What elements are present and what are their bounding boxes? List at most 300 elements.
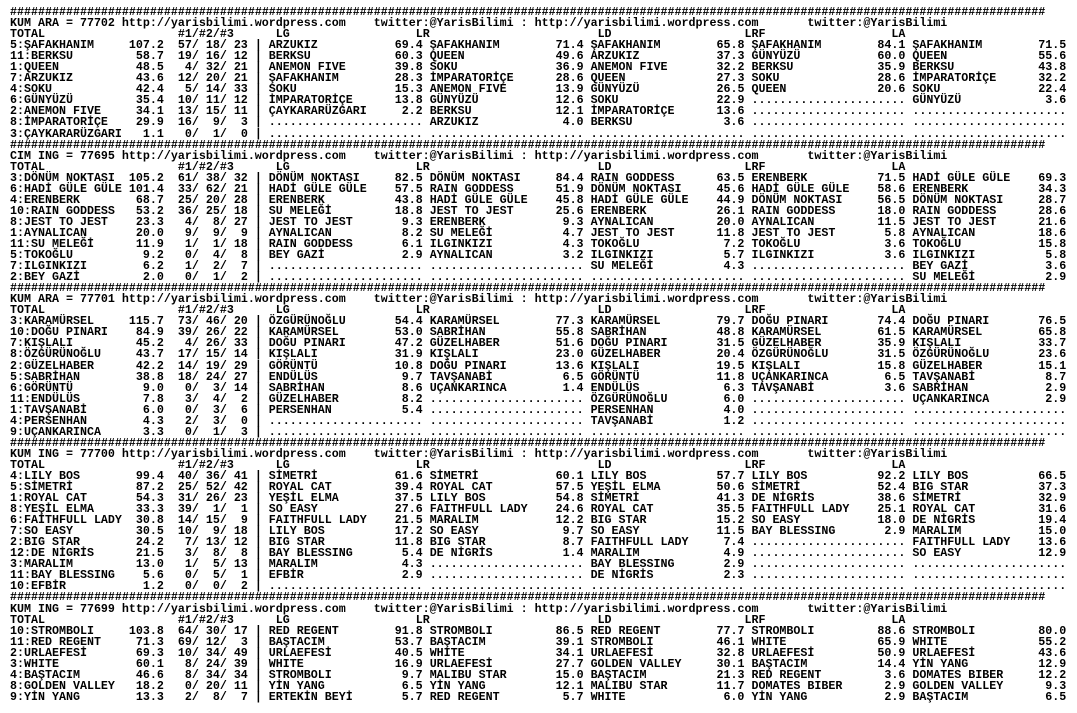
third-place-count: 23 — [233, 38, 248, 53]
site-url: http://yarisbilimi.wordpress.com — [534, 148, 759, 163]
empty-entry-dots: ...................... — [268, 579, 423, 594]
group-score: 33.7 — [1038, 336, 1067, 351]
group-score: 6.3 — [723, 380, 745, 395]
total-score: 38.8 — [135, 369, 164, 384]
second-place-count: 3 — [212, 380, 220, 395]
first-place-count: 3 — [184, 546, 192, 561]
group-horse-name: MARALIM — [590, 546, 640, 561]
group-score: 86.5 — [555, 623, 584, 638]
count-separator: / — [219, 546, 227, 561]
horse-name: 8:JEST TO JEST — [10, 214, 108, 229]
empty-entry-dots: ...................... — [751, 402, 906, 417]
group-horse-name: KIŞLALI — [590, 358, 640, 373]
group-score: 4.3 — [562, 236, 584, 251]
horse-name: 8:GOLDEN VALLEY — [10, 678, 115, 693]
count-separator: / — [219, 524, 227, 539]
group-score: 55.2 — [1038, 634, 1067, 649]
group-score: 8.2 — [401, 391, 423, 406]
third-place-count: 33 — [233, 82, 248, 97]
column-divider: | — [254, 568, 262, 583]
third-place-count: 8 — [240, 546, 248, 561]
column-divider: | — [254, 391, 262, 406]
horse-name: 12:DE NİGRİS — [10, 546, 94, 561]
total-score: 54.3 — [135, 491, 164, 506]
count-separator: / — [191, 546, 199, 561]
count-separator: / — [191, 634, 199, 649]
group-horse-name: ROYAL CAT — [590, 502, 654, 517]
third-place-count: 42 — [233, 480, 248, 495]
group-score: 13.6 — [555, 358, 584, 373]
third-place-count: 3 — [240, 634, 248, 649]
first-place-count: 1 — [184, 236, 192, 251]
group-horse-name: RAIN GODDESS — [268, 236, 353, 251]
group-score: 37.3 — [1038, 480, 1067, 495]
group-horse-name: GÜNYÜZÜ — [751, 49, 801, 64]
total-score: 45.2 — [135, 336, 164, 351]
group-score: 41.3 — [716, 491, 745, 506]
group-score: 46.1 — [716, 634, 745, 649]
group-score: 61.6 — [394, 468, 423, 483]
column-divider: | — [254, 347, 262, 362]
group-column-header: LR — [415, 159, 430, 174]
group-horse-name: WHITE — [590, 689, 626, 704]
second-place-count: 16 — [205, 49, 220, 64]
column-divider: | — [254, 546, 262, 561]
column-divider: | — [254, 413, 262, 428]
group-score: 5.4 — [401, 546, 423, 561]
group-horse-name: RED REGENT — [268, 623, 339, 638]
group-score: 18.6 — [1038, 225, 1067, 240]
first-place-count: 61 — [177, 170, 192, 185]
empty-entry-dots: ...................... — [751, 104, 906, 119]
group-horse-name: GÜNYÜZÜ — [590, 82, 640, 97]
column-divider: | — [254, 634, 262, 649]
total-score: 30.8 — [135, 513, 164, 528]
group-horse-name: AYNALICAN — [912, 225, 976, 240]
placings-column-header: #1/#2/#3 — [177, 159, 234, 174]
group-horse-name: SİMETRİ — [590, 491, 640, 506]
horse-name: 10:RAIN GODDESS — [10, 203, 115, 218]
total-score: 43.7 — [135, 347, 164, 362]
group-score: 6.5 — [1045, 689, 1067, 704]
count-separator: / — [219, 623, 227, 638]
first-place-count: 0 — [184, 270, 192, 285]
separator-hashes: #################################################################################################################################################### — [10, 435, 1046, 450]
count-separator: / — [191, 623, 199, 638]
group-score: 32.2 — [1038, 71, 1067, 86]
group-score: 15.8 — [877, 358, 906, 373]
group-horse-name: RED REGENT — [590, 623, 661, 638]
group-score: 25.6 — [555, 203, 584, 218]
group-score: 23.0 — [555, 347, 584, 362]
group-horse-name: SOKU — [751, 71, 780, 86]
count-separator: / — [219, 480, 227, 495]
block-header — [10, 294, 1077, 305]
second-place-count: 15 — [205, 104, 220, 119]
empty-entry-dots: ...................... — [429, 568, 584, 583]
first-place-count: 4 — [184, 214, 192, 229]
group-horse-name: WHITE — [429, 645, 465, 660]
group-score: 13.6 — [716, 104, 745, 119]
group-horse-name: AYNALICAN — [268, 225, 332, 240]
column-divider: | — [254, 689, 262, 704]
horse-name: 1:AYNALICAN — [10, 225, 87, 240]
group-score: 28.6 — [877, 71, 906, 86]
group-score: 3.6 — [884, 248, 906, 263]
group-horse-name: ERENBERK — [590, 203, 647, 218]
horse-name: 7:KIŞLALI — [10, 336, 73, 351]
count-separator: / — [191, 424, 199, 439]
group-score: 45.8 — [555, 192, 584, 207]
horse-name: 6:GÜNYÜZÜ — [10, 93, 73, 108]
group-column-header: LRF — [744, 303, 766, 318]
group-horse-name: KIŞLALI — [751, 358, 801, 373]
first-place-count: 25 — [177, 192, 192, 207]
count-separator: / — [219, 502, 227, 517]
group-column-header: LR — [415, 27, 430, 42]
empty-entry-dots: ...................... — [429, 259, 584, 274]
first-place-count: 5 — [184, 82, 192, 97]
twitter-handle: twitter:@YarisBilimi — [373, 292, 514, 307]
group-horse-name: SİMETRİ — [751, 480, 801, 495]
group-score: 39.8 — [394, 60, 423, 75]
group-horse-name: DÖNÜM NOKTASI — [751, 192, 843, 207]
column-divider: | — [254, 513, 262, 528]
third-place-count: 12 — [233, 93, 248, 108]
group-horse-name: ILGINKIZI — [912, 248, 976, 263]
total-score: 34.1 — [135, 104, 164, 119]
group-score: 18.0 — [877, 203, 906, 218]
second-place-count: 25 — [205, 203, 220, 218]
first-place-count: 64 — [177, 623, 192, 638]
group-horse-name: SİMETRİ — [268, 468, 318, 483]
group-horse-name: ÖZGÜRÜNOĞLU — [912, 347, 990, 362]
twitter-handle: twitter:@YarisBilimi — [807, 446, 948, 461]
group-score: 3.6 — [884, 667, 906, 682]
first-place-count: 16 — [177, 115, 192, 130]
group-horse-name: ŞAFAKHANIM — [268, 71, 339, 86]
group-score: 27.7 — [555, 656, 584, 671]
total-column-header: TOTAL — [10, 303, 45, 318]
group-horse-name: DÖNÜM NOKTASI — [268, 170, 360, 185]
group-score: 12.9 — [1038, 656, 1067, 671]
second-place-count: 13 — [205, 535, 220, 550]
group-score: 2.9 — [723, 557, 745, 572]
group-score: 61.5 — [877, 325, 906, 340]
empty-entry-dots: ...................... — [268, 413, 423, 428]
second-place-count: 62 — [205, 181, 220, 196]
count-separator: / — [191, 181, 199, 196]
third-place-count: 39 — [233, 656, 248, 671]
group-column-header: LG — [275, 303, 290, 318]
total-column-header: TOTAL — [10, 612, 45, 627]
count-separator: / — [219, 347, 227, 362]
group-score: 24.6 — [555, 502, 584, 517]
group-horse-name: QUEEN — [751, 82, 787, 97]
group-horse-name: HADİ GÜLE GÜLE — [751, 181, 850, 196]
group-score: 3.6 — [723, 115, 745, 130]
group-score: 15.3 — [394, 82, 423, 97]
first-place-count: 40 — [177, 468, 192, 483]
group-horse-name: SABRİHAN — [912, 380, 969, 395]
column-divider: | — [254, 236, 262, 251]
group-score: 13.8 — [394, 93, 423, 108]
group-horse-name: QUEEN — [912, 49, 948, 64]
group-score: 3.2 — [562, 248, 584, 263]
count-separator: / — [219, 82, 227, 97]
group-horse-name: BEY GAZİ — [268, 248, 325, 263]
count-separator: / — [219, 369, 227, 384]
third-place-count: 1 — [240, 502, 248, 517]
count-separator: / — [191, 214, 199, 229]
group-horse-name: LILY BOS — [751, 468, 808, 483]
group-score: 11.5 — [877, 214, 906, 229]
group-score: 1.4 — [562, 546, 584, 561]
group-horse-name: FAITHFULL LADY — [590, 535, 689, 550]
group-score: 11.8 — [716, 369, 745, 384]
site-url: http://yarisbilimi.wordpress.com — [534, 601, 759, 616]
third-place-count: 11 — [233, 104, 248, 119]
group-horse-name: SOKU — [590, 93, 619, 108]
group-column-header: LD — [597, 27, 612, 42]
column-divider: | — [254, 358, 262, 373]
group-score: 7.4 — [723, 535, 745, 550]
empty-entry-dots: ...................... — [268, 259, 423, 274]
group-score: 47.2 — [394, 336, 423, 351]
third-place-count: 0 — [240, 126, 248, 141]
count-separator: / — [191, 413, 199, 428]
column-divider: | — [254, 369, 262, 384]
group-horse-name: DOMATES BIBER — [751, 678, 843, 693]
site-url: http://yarisbilimi.wordpress.com — [121, 148, 346, 163]
group-score: 43.6 — [1038, 645, 1067, 660]
empty-entry-dots: ...................... — [751, 391, 906, 406]
group-column-header: LR — [415, 303, 430, 318]
column-divider: | — [254, 314, 262, 329]
group-horse-name: ŞAFAKHANIM — [751, 38, 822, 53]
group-horse-name: BAŞTACIM — [912, 689, 969, 704]
group-horse-name: MARALIM — [912, 524, 962, 539]
group-score: 37.5 — [394, 491, 423, 506]
group-score: 20.4 — [716, 347, 745, 362]
group-score: 20.6 — [877, 82, 906, 97]
group-score: 11.8 — [394, 535, 423, 550]
site-url: http://yarisbilimi.wordpress.com — [121, 446, 346, 461]
third-place-count: 6 — [240, 402, 248, 417]
group-horse-name: BAŞTACIM — [590, 667, 647, 682]
group-score: 19.4 — [1038, 513, 1067, 528]
group-horse-name: BEY GAZİ — [912, 259, 969, 274]
second-place-count: 2 — [212, 259, 220, 274]
total-score: 1.1 — [142, 126, 164, 141]
empty-entry-dots: ...................... — [429, 402, 584, 417]
group-score: 39.1 — [555, 634, 584, 649]
group-score: 23.6 — [1038, 347, 1067, 362]
third-place-count: 2 — [240, 579, 248, 594]
total-score: 68.7 — [135, 192, 164, 207]
group-score: 55.6 — [1038, 49, 1067, 64]
second-place-count: 36 — [205, 468, 220, 483]
count-separator: / — [191, 170, 199, 185]
count-separator: / — [219, 225, 227, 240]
third-place-count: 18 — [233, 203, 248, 218]
empty-entry-dots: ...................... — [590, 270, 745, 285]
first-place-count: 2 — [184, 413, 192, 428]
group-score: 60.3 — [394, 49, 423, 64]
group-score: 27.6 — [394, 502, 423, 517]
first-place-count: 10 — [177, 524, 192, 539]
first-place-count: 14 — [177, 358, 192, 373]
column-divider: | — [254, 49, 262, 64]
empty-entry-dots: ...................... — [751, 546, 906, 561]
group-horse-name: KIŞLALI — [912, 336, 962, 351]
third-place-count: 34 — [233, 667, 248, 682]
horse-name: 11:ENDÜLÜS — [10, 391, 80, 406]
count-separator: / — [191, 225, 199, 240]
count-separator: / — [219, 656, 227, 671]
count-separator: / — [219, 579, 227, 594]
count-separator: / — [219, 689, 227, 704]
group-score: 21.6 — [1038, 214, 1067, 229]
group-score: 26.5 — [716, 82, 745, 97]
group-column-header: LG — [275, 159, 290, 174]
group-horse-name: SU MELEĞİ — [590, 259, 654, 274]
twitter-handle: twitter:@YarisBilimi — [373, 16, 514, 31]
group-horse-name: URLAEFESİ — [751, 645, 815, 660]
group-horse-name: JEST TO JEST — [912, 214, 997, 229]
group-horse-name: DÖNÜM NOKTASI — [912, 192, 1004, 207]
group-horse-name: BIG STAR — [590, 513, 647, 528]
second-place-count: 1 — [212, 270, 220, 285]
group-column-header: LRF — [744, 612, 766, 627]
empty-entry-dots: ...................... — [751, 126, 906, 141]
group-horse-name: PERSENHAN — [268, 402, 332, 417]
group-horse-name: LILY BOS — [429, 491, 486, 506]
group-horse-name: ŞAFAKHANIM — [590, 38, 661, 53]
count-separator: / — [191, 270, 199, 285]
count-separator: / — [191, 49, 199, 64]
second-place-count: 38 — [205, 170, 220, 185]
horse-name: 3:ÇAYKARARÜZGARI — [10, 126, 122, 141]
group-score: 12.9 — [1038, 546, 1067, 561]
header-colon: : — [520, 601, 528, 616]
group-score: 12.2 — [1038, 667, 1067, 682]
group-score: 12.1 — [555, 104, 584, 119]
group-score: 11.5 — [716, 524, 745, 539]
group-score: 12.1 — [555, 678, 584, 693]
site-url: http://yarisbilimi.wordpress.com — [534, 292, 759, 307]
group-horse-name: GÜZELHABER — [912, 358, 983, 373]
twitter-handle: twitter:@YarisBilimi — [807, 292, 948, 307]
group-horse-name: ÖZGÜRÜNOĞLU — [590, 391, 668, 406]
group-horse-name: KIŞLALI — [268, 347, 318, 362]
group-column-header: LD — [597, 457, 612, 472]
horse-name: 2:GÜZELHABER — [10, 358, 94, 373]
twitter-handle: twitter:@YarisBilimi — [373, 446, 514, 461]
total-score: 30.5 — [135, 524, 164, 539]
group-horse-name: ROYAL CAT — [268, 480, 332, 495]
group-score: 3.6 — [884, 380, 906, 395]
group-horse-name: KIŞLALI — [429, 347, 479, 362]
group-horse-name: JEST TO JEST — [751, 225, 836, 240]
count-separator: / — [191, 236, 199, 251]
column-divider: | — [254, 82, 262, 97]
group-horse-name: SİMETRİ — [912, 491, 962, 506]
horse-name: 4:SOKU — [10, 82, 52, 97]
group-score: 5.8 — [1045, 248, 1067, 263]
group-horse-name: HADİ GÜLE GÜLE — [590, 192, 689, 207]
group-score: 25.1 — [877, 502, 906, 517]
total-score: 60.1 — [135, 656, 164, 671]
column-divider: | — [254, 38, 262, 53]
group-horse-name: RAIN GODDESS — [751, 203, 836, 218]
count-separator: / — [219, 634, 227, 649]
group-horse-name: SABRİHAN — [268, 380, 325, 395]
race-title: KUM ING = 77700 — [10, 446, 115, 461]
group-score: 35.9 — [877, 336, 906, 351]
count-separator: / — [219, 214, 227, 229]
second-place-count: 34 — [205, 645, 220, 660]
group-horse-name: QUEEN — [429, 49, 465, 64]
count-separator: / — [219, 259, 227, 274]
count-separator: / — [219, 104, 227, 119]
group-score: 9.3 — [401, 214, 423, 229]
count-separator: / — [191, 656, 199, 671]
second-place-count: 19 — [205, 358, 220, 373]
group-score: 8.7 — [1045, 369, 1067, 384]
group-horse-name: LILY BOS — [912, 468, 969, 483]
group-score: 91.8 — [394, 623, 423, 638]
count-separator: / — [191, 557, 199, 572]
total-score: 23.3 — [135, 214, 164, 229]
group-horse-name: BAY BLESSING — [751, 524, 836, 539]
horse-name: 2:BEY GAZİ — [10, 270, 80, 285]
count-separator: / — [219, 535, 227, 550]
group-column-header: LD — [597, 159, 612, 174]
group-horse-name: SOKU — [268, 82, 297, 97]
count-separator: / — [191, 391, 199, 406]
group-score: 65.8 — [1038, 325, 1067, 340]
group-horse-name: BERKSU — [268, 49, 311, 64]
site-url: http://yarisbilimi.wordpress.com — [121, 601, 346, 616]
group-score: 37.3 — [716, 49, 745, 64]
group-column-header: LRF — [744, 159, 766, 174]
group-score: 2.9 — [401, 568, 423, 583]
group-horse-name: ENDÜLÜS — [268, 369, 318, 384]
third-place-count: 12 — [233, 535, 248, 550]
group-score: 27.3 — [716, 71, 745, 86]
group-horse-name: GÜNYÜZÜ — [429, 93, 479, 108]
group-horse-name: FAITHFULL LADY — [751, 502, 850, 517]
block-header — [10, 18, 1077, 29]
third-place-count: 23 — [233, 491, 248, 506]
group-horse-name: BERKSU — [912, 60, 955, 75]
group-score: 80.0 — [1038, 623, 1067, 638]
first-place-count: 73 — [177, 314, 192, 329]
count-separator: / — [191, 203, 199, 218]
total-score: 20.0 — [135, 225, 164, 240]
third-place-count: 18 — [233, 524, 248, 539]
column-divider: | — [254, 678, 262, 693]
horse-name: 11:RED REGENT — [10, 634, 101, 649]
group-horse-name: SİMETRİ — [429, 468, 479, 483]
group-score: 6.0 — [723, 391, 745, 406]
group-horse-name: İMPARATORİÇE — [429, 71, 514, 86]
column-divider: | — [254, 535, 262, 550]
count-separator: / — [191, 380, 199, 395]
empty-entry-dots: ...................... — [429, 413, 584, 428]
second-place-count: 20 — [205, 71, 220, 86]
